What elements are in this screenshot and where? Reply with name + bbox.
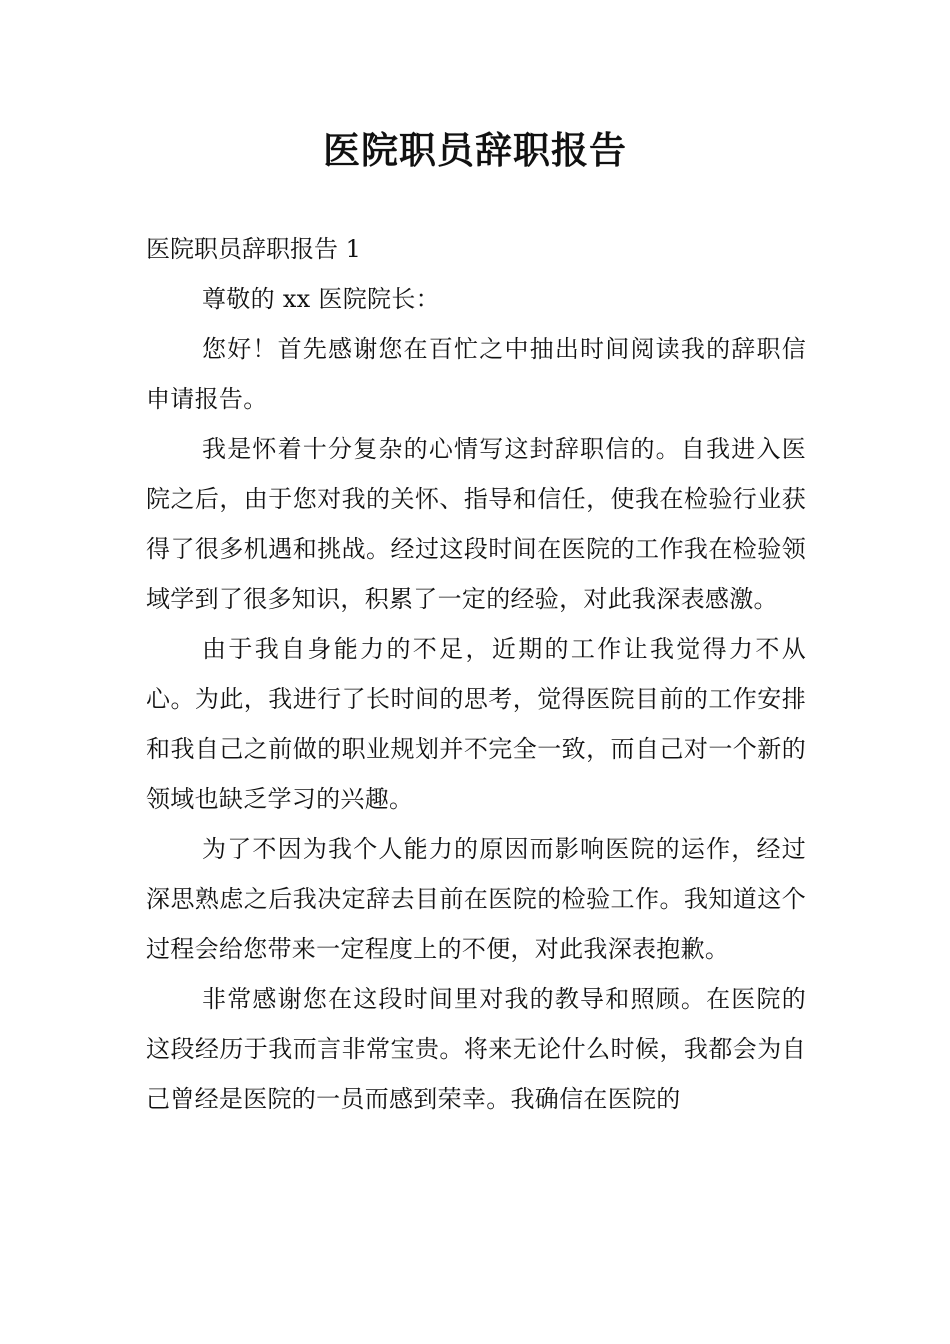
- paragraph-thanks: 非常感谢您在这段时间里对我的教导和照顾。在医院的这段经历于我而言非常宝贵。将来无论什么时候，我都会为自己曾经是医院的一员而感到荣幸。我确信在医院的: [146, 985, 806, 1113]
- salutation: 尊敬的 xx 医院院长：: [202, 285, 440, 313]
- document-title: 医院职员辞职报告: [323, 128, 627, 172]
- paragraph-decision: 为了不因为我个人能力的原因而影响医院的运作，经过深思熟虑之后我决定辞去目前在医院的检验工作。我知道这个过程会给您带来一定程度上的不便，对此我深表抱歉。: [146, 835, 806, 963]
- section-heading: 医院职员辞职报告 1: [146, 235, 361, 263]
- document-body: [146, 224, 806, 1124]
- paragraph-greeting: 您好！首先感谢您在百忙之中抽出时间阅读我的辞职信申请报告。: [146, 335, 806, 413]
- paragraph-gratitude: 我是怀着十分复杂的心情写这封辞职信的。自我进入医院之后，由于您对我的关怀、指导和信任，使我在检验行业获得了很多机遇和挑战。经过这段时间在医院的工作我在检验领域学到了很多知识，积累了一定的经验，对此我深表感激。: [146, 435, 806, 613]
- paragraph-reason: 由于我自身能力的不足，近期的工作让我觉得力不从心。为此，我进行了长时间的思考，觉得医院目前的工作安排和我自己之前做的职业规划并不完全一致，而自己对一个新的领域也缺乏学习的兴趣。: [146, 635, 806, 813]
